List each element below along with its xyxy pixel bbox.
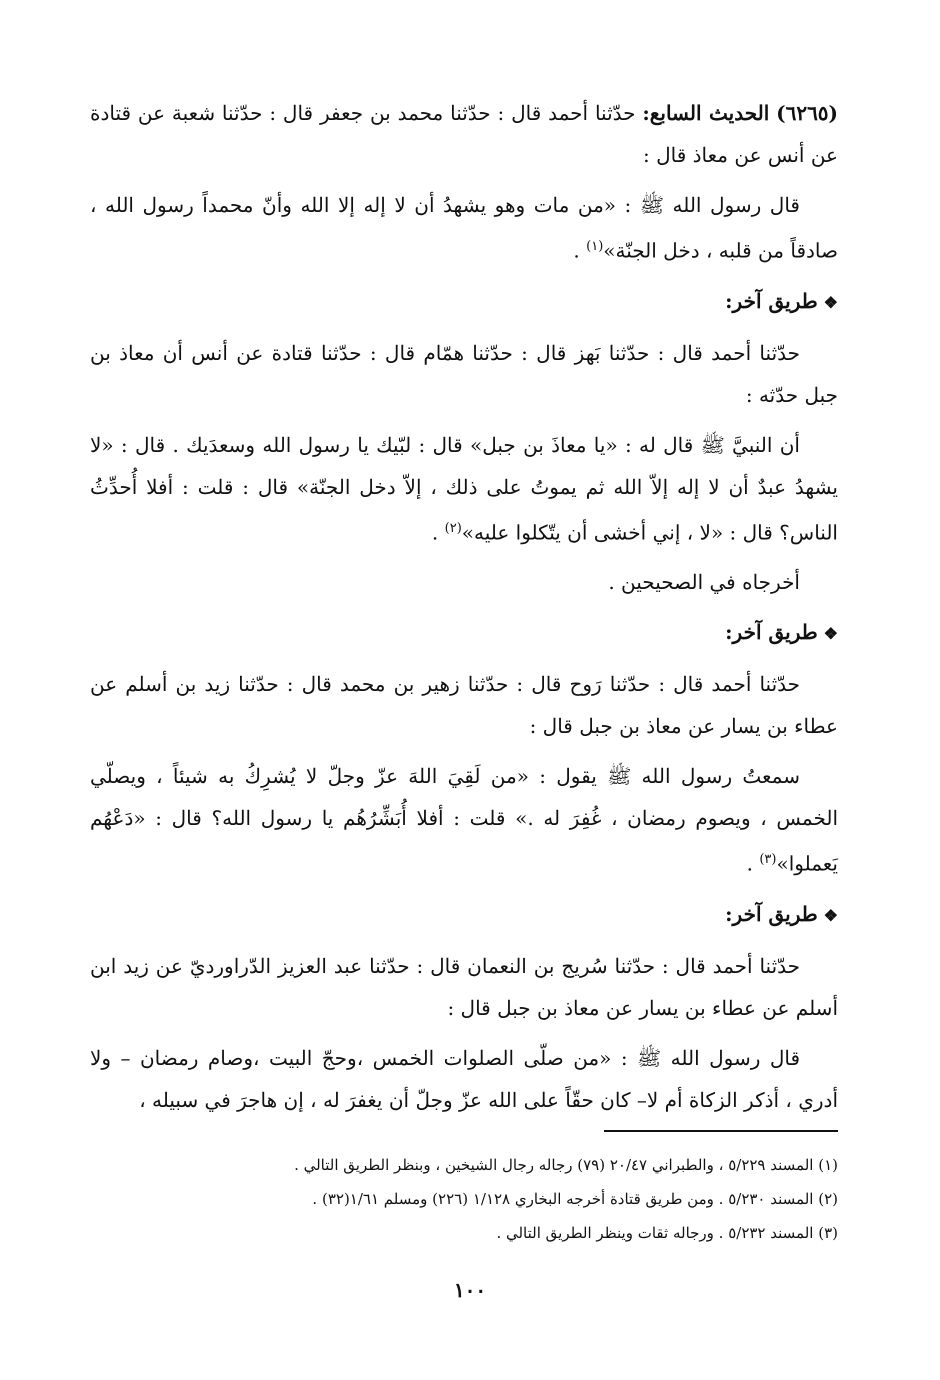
hadith-number: (٦٢٦٥) [776, 101, 839, 125]
route-2-text: سمعتُ رسول الله ﷺ يقول : «من لَقِيَ اللهَ عزّ وجلّ لا يُشرِكُ به شيئاً ، ويصلّي الخمس ، ويصوم رمضان ، غُفِرَ له .» قلت : أفلا أُبَشِّرُهُم يا رسول الله؟ قال : «دَعْهُم يَعملوا» [90, 764, 838, 876]
route-3-title: طريق آخر: [725, 901, 818, 926]
route-3-chain: حدّثنا أحمد قال : حدّثنا سُريج بن النعمان قال : حدّثنا عبد العزيز الدّراورديّ عن زيد ابن أسلم عن عطاء بن يسار عن معاذ بن جبل قال : [90, 953, 838, 1020]
route-3-text: قال رسول الله ﷺ : «من صلّى الصلوات الخمس ،وحجّ البيت ،وصام رمضان – ولا أدري ، أذكر الزكاة أم لا– كان حقّاً على الله عزّ وجلّ أن يغفرَ له ، إن هاجرَ في سبيله ، [90, 1045, 838, 1112]
hadith-end: . [573, 238, 587, 263]
route-1-note: أخرجاه في الصحيحين . [608, 570, 800, 595]
route-2-title-line [90, 611, 838, 655]
route-2-chain: حدّثنا أحمد قال : حدّثنا رَوح قال : حدّثنا زهير بن محمد قال : حدّثنا زيد بن أسلم عن عطاء بن يسار عن معاذ بن جبل قال : [90, 672, 838, 739]
footnote-3: (٣) المسند ٥/٢٣٢ . ورجاله ثقات وينظر الطريق التالي . [496, 1224, 838, 1242]
hadith-chain: حدّثنا أحمد قال : حدّثنا محمد بن جعفر قال : حدّثنا شعبة عن قتادة عن أنس عن معاذ قال : [90, 101, 838, 167]
route-2-text-paragraph [90, 755, 838, 885]
footnote-divider [604, 1130, 838, 1132]
hadith-text: قال رسول الله ﷺ : «من مات وهو يشهدُ أن لا إله إلا الله وأنّ محمداً رسول الله ، صادقاً من قلبه ، دخل الجنّة» [90, 193, 838, 263]
route-1-title: طريق آخر: [725, 288, 818, 313]
diamond-bullet-icon: ❖ [823, 624, 838, 644]
route-2-end: . [746, 851, 760, 876]
hadith-heading: الحديث السابع: [642, 101, 770, 125]
footnote-ref-1: (١) [586, 239, 604, 254]
footnote-ref-3: (٣) [759, 852, 777, 868]
route-2-title: طريق آخر: [725, 620, 818, 645]
route-1-text: أن النبيَّ ﷺ قال له : «يا معاذَ بن جبل» قال : لبّيك يا رسول الله وسعدَيك . قال : «لا يشهدُ عبدٌ أن لا إله إلاّ الله ثم يموتُ على ذلك ، إلاّ دخل الجنّة» قال : قلت : أفلا أُحدِّثُ الناس؟ قال : «لا ، إني أخشى أن يتّكلوا عليه» [90, 432, 838, 545]
diamond-bullet-icon: ❖ [823, 905, 838, 925]
route-1-text-paragraph [90, 424, 838, 554]
footnote-2: (٢) المسند ٥/٢٣٠ . ومن طريق قتادة أخرجه البخاري ١/١٢٨ (٢٢٦) ومسلم ١/٦١(٣٢) . [312, 1190, 838, 1208]
route-3-title-line [90, 893, 838, 937]
footnotes [102, 1148, 838, 1250]
footnote-ref-2: (٢) [444, 520, 462, 536]
route-1-end: . [431, 520, 445, 545]
route-1-chain: حدّثنا أحمد قال : حدّثنا بَهز قال : حدّثنا همّام قال : حدّثنا قتادة عن أنس أن معاذ بن جبل حدّثه : [90, 340, 838, 407]
hadith-text-paragraph [90, 184, 838, 272]
footnote-1: (١) المسند ٥/٢٢٩ ، والطبراني ٢٠/٤٧ (٧٩) رجاله رجال الشيخين ، وبنظر الطريق التالي . [294, 1156, 838, 1174]
hadith-paragraph [90, 92, 838, 176]
route-1-title-line [90, 280, 838, 324]
main-text [90, 92, 838, 1129]
page-number: ١٠٠ [453, 1278, 487, 1302]
diamond-bullet-icon: ❖ [823, 292, 838, 312]
